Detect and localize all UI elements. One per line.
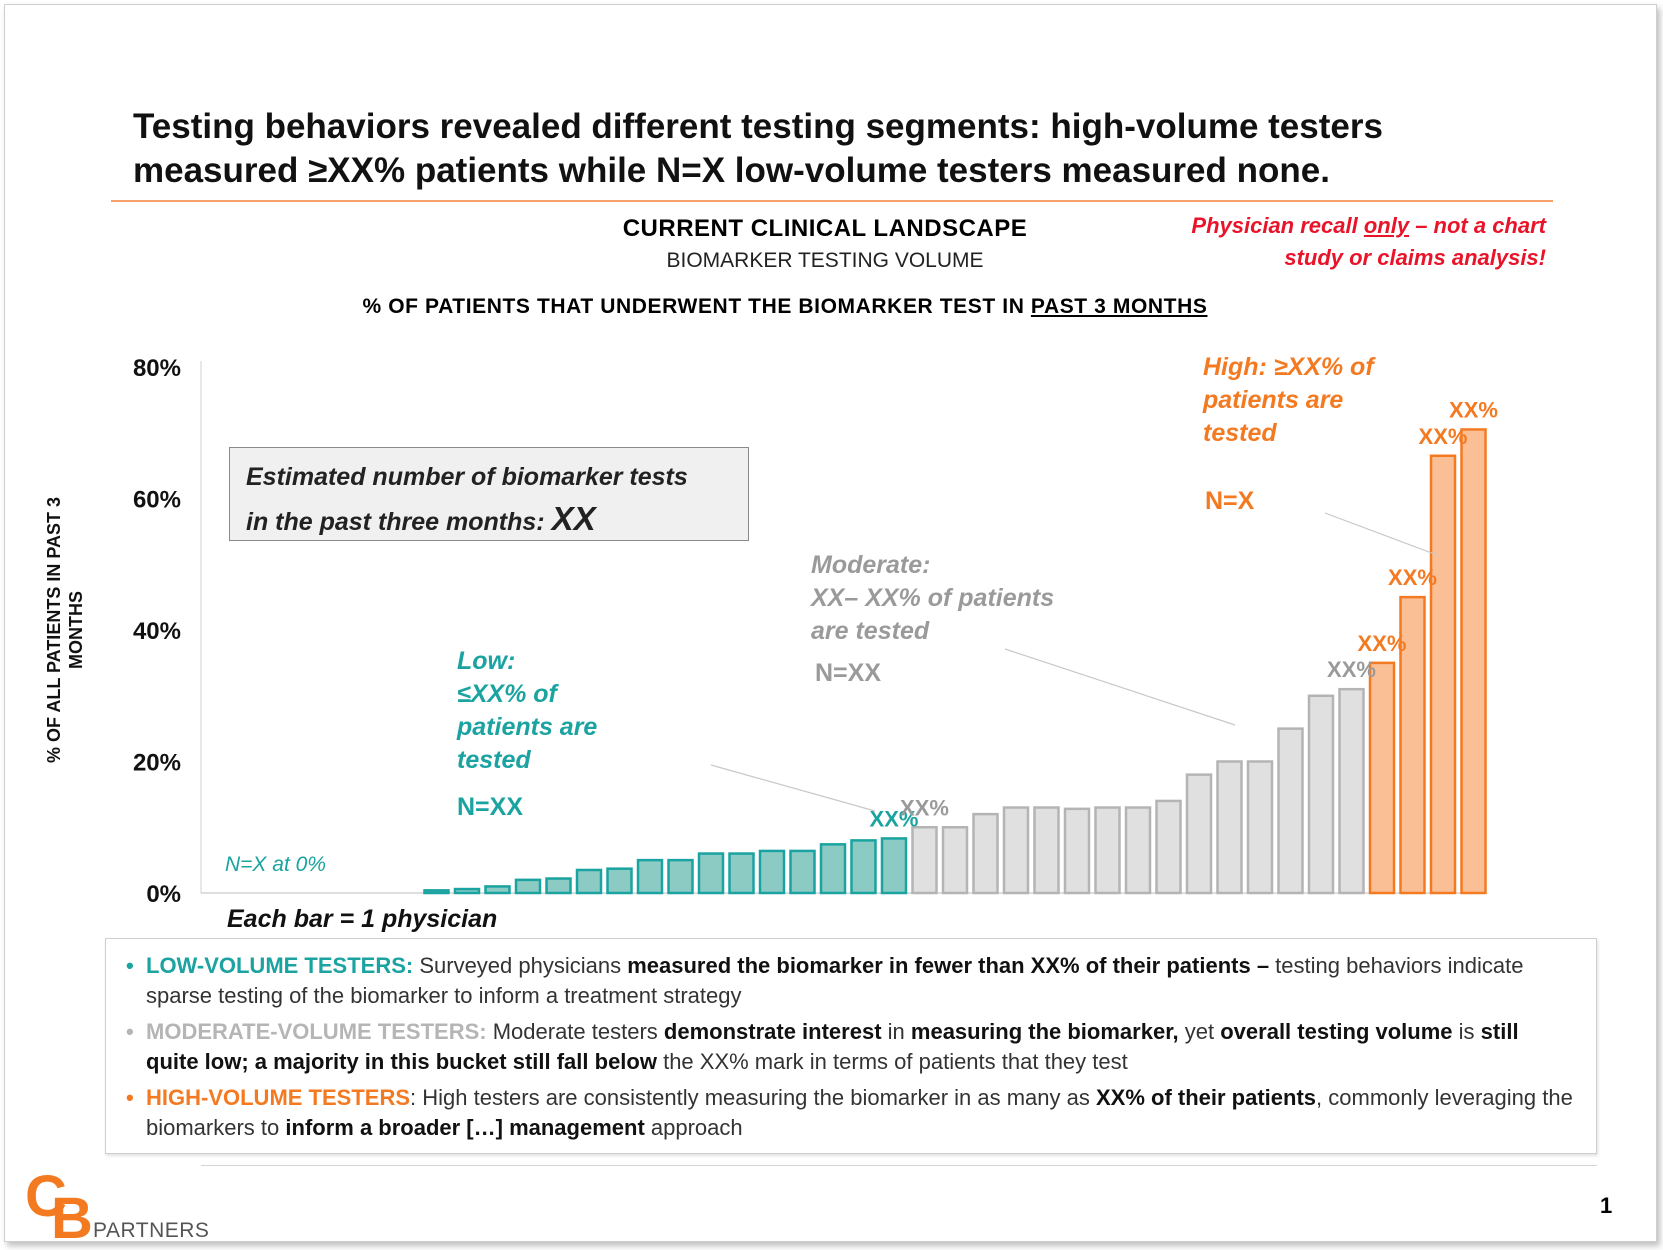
low-label-line: tested	[457, 746, 531, 774]
bar-moderate	[913, 827, 937, 893]
cb-partners-logo	[25, 1163, 225, 1242]
bar-low	[516, 880, 540, 893]
y-tick-label: 40%	[132, 618, 181, 645]
bullet: •	[126, 1019, 134, 1044]
bar-low	[882, 838, 906, 893]
description-text: , commonly leveraging the biomarkers to	[146, 1085, 1573, 1140]
description-text: is	[1452, 1019, 1481, 1044]
landscape-heading: CURRENT CLINICAL LANDSCAPE	[622, 215, 1028, 242]
bar-low	[486, 886, 510, 893]
bar-value-label: XX%	[1449, 397, 1498, 423]
bar-low	[791, 851, 815, 893]
bar-moderate	[1004, 808, 1028, 893]
low-label-line: patients are	[457, 713, 598, 741]
description-text: the XX% mark in terms of patients that they test	[656, 1049, 1128, 1074]
bar-moderate	[1096, 808, 1120, 893]
bar-high	[1370, 663, 1394, 893]
bar-low	[638, 860, 662, 893]
low-label-line: Low:	[457, 647, 516, 675]
page-number: 1	[1600, 1193, 1613, 1218]
bar-moderate	[1340, 689, 1364, 893]
bar-value-label: XX%	[1388, 565, 1437, 591]
y-axis-title: % OF ALL PATIENTS IN PAST 3 MONTHS	[44, 496, 86, 764]
bar-moderate	[1035, 808, 1059, 893]
low-label-line: ≤XX% of	[457, 680, 557, 708]
recall-text-post: – not a chart	[1409, 213, 1546, 238]
description-bold: inform a broader […] management	[285, 1115, 645, 1140]
logo-letter-c: C	[25, 1164, 67, 1229]
bar-value-label: XX%	[869, 806, 919, 832]
description-text: testing behaviors indicate sparse testing of the biomarker to inform a treatment strategy	[146, 953, 1524, 1008]
bar-low	[455, 889, 479, 893]
description-bold: XX% of their patients	[1095, 1085, 1317, 1110]
description-bold: still quite low; a majority in this bucket still fall below	[146, 1019, 1519, 1074]
high-segment-n: N=X	[1205, 487, 1255, 515]
bar-low	[821, 844, 845, 893]
low-segment-n: N=XX	[457, 793, 524, 821]
bar-moderate	[1248, 762, 1272, 894]
y-tick-label: 20%	[132, 749, 181, 777]
y-tick-label: 60%	[132, 486, 181, 514]
bar-low	[699, 854, 723, 893]
low-segment-label	[457, 645, 597, 777]
bar-low	[760, 851, 784, 893]
bar-high	[1431, 456, 1455, 893]
description-text: Moderate testers	[486, 1019, 664, 1044]
logo-letter-b: B	[51, 1186, 93, 1242]
y-tick-label: 80%	[132, 355, 181, 382]
bar-high	[1462, 429, 1486, 893]
bar-value-label: XX%	[1327, 657, 1376, 683]
description-bold: measured the biomarker in fewer than XX% of their patients –	[627, 953, 1270, 978]
description-text: in	[881, 1019, 911, 1044]
description-lead: MODERATE-VOLUME TESTERS:	[146, 1019, 487, 1044]
description-text: approach	[644, 1115, 743, 1140]
bar-moderate	[1157, 801, 1181, 893]
moderate-label-line: Moderate:	[811, 551, 931, 579]
bar-low	[547, 879, 571, 893]
slide	[4, 4, 1657, 1242]
chart-title-underlined: PAST 3 MONTHS	[1030, 295, 1208, 318]
high-callout-line	[1325, 513, 1437, 555]
moderate-callout-line	[1005, 649, 1235, 725]
bar-value-label: XX%	[1357, 630, 1407, 656]
bar-low	[669, 860, 693, 893]
moderate-label-line: are tested	[811, 617, 930, 645]
bar-moderate	[1218, 762, 1242, 894]
moderate-segment-n: N=XX	[815, 659, 882, 687]
n-at-zero-note: N=X at 0%	[225, 853, 326, 876]
moderate-segment-label	[811, 549, 1054, 648]
description-text: yet	[1178, 1019, 1221, 1044]
bar-moderate	[1279, 729, 1303, 893]
description-moderate	[126, 1017, 1576, 1077]
each-bar-note: Each bar = 1 physician	[227, 905, 498, 933]
landscape-subheading: BIOMARKER TESTING VOLUME	[666, 249, 984, 272]
description-lead: LOW-VOLUME TESTERS:	[146, 953, 414, 978]
bar-value-label: XX%	[900, 795, 949, 821]
bar-moderate	[1309, 696, 1333, 893]
bar-low	[730, 854, 754, 893]
bullet: •	[126, 1085, 134, 1110]
high-label-line: tested	[1203, 419, 1277, 447]
bar-moderate	[943, 827, 967, 893]
footer-divider	[201, 1165, 1597, 1166]
recall-text-line2: study or claims analysis!	[1284, 245, 1546, 270]
estimate-line-2	[246, 498, 732, 543]
segment-description-box	[105, 938, 1597, 1154]
high-segment-label	[1203, 351, 1374, 450]
recall-text-pre: Physician recall	[1191, 213, 1364, 238]
title-line-1: Testing behaviors revealed different testing segments: high-volume testers	[133, 107, 1383, 146]
bar-moderate	[1126, 808, 1150, 893]
bar-low	[577, 870, 601, 893]
description-low	[126, 951, 1576, 1011]
high-label-line: High: ≥XX% of	[1203, 353, 1374, 381]
description-bold: measuring the biomarker,	[910, 1019, 1179, 1044]
bar-value-label: XX%	[1418, 423, 1468, 449]
bullet: •	[126, 953, 134, 978]
high-label-line: patients are	[1203, 386, 1344, 414]
recall-text-only: only	[1363, 213, 1410, 238]
description-lead: HIGH-VOLUME TESTERS	[146, 1085, 411, 1110]
chart-title-prefix: % OF PATIENTS THAT UNDERWENT THE BIOMARKER TEST IN	[362, 295, 1031, 318]
description-high	[126, 1083, 1576, 1143]
estimate-line-2-text: in the past three months:	[246, 508, 552, 536]
bar-low	[608, 869, 632, 893]
description-bold: overall testing volume	[1220, 1019, 1453, 1044]
estimate-box	[229, 447, 749, 541]
title-line-2: measured ≥XX% patients while N=X low-volume testers measured none.	[133, 151, 1330, 190]
estimate-line-1: Estimated number of biomarker tests	[246, 463, 688, 491]
description-text: Surveyed physicians	[413, 953, 628, 978]
bar-low	[852, 840, 876, 893]
bar-moderate	[974, 814, 998, 893]
logo-partners-text: PARTNERS	[93, 1219, 210, 1242]
y-tick-label: 0%	[146, 881, 181, 908]
description-text: : High testers are consistently measuring the biomarker in as many as	[410, 1085, 1096, 1110]
description-bold: demonstrate interest	[663, 1019, 882, 1044]
bar-moderate	[1065, 809, 1089, 893]
bar-moderate	[1187, 775, 1211, 893]
moderate-label-line: XX– XX% of patients	[811, 584, 1055, 612]
low-callout-line	[711, 765, 875, 811]
bar-low	[425, 890, 449, 893]
estimate-value: XX	[551, 500, 596, 537]
